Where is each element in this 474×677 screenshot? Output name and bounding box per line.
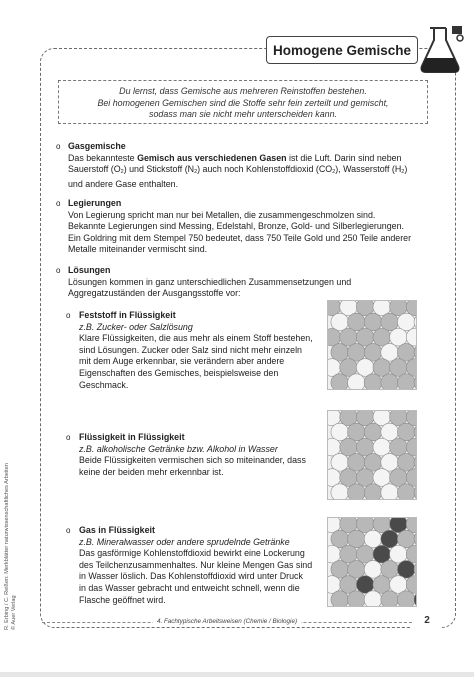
particle-model-solid-in-liquid	[327, 300, 417, 390]
section-solutions	[56, 265, 426, 300]
particle	[331, 591, 349, 607]
particle	[390, 545, 408, 563]
particle	[373, 438, 391, 456]
text: und andere Gase enthalten.	[68, 178, 179, 189]
footer-text: 4. Fachtypische Arbeitsweisen (Chemie / Biologie)	[153, 618, 301, 625]
text: Metalle miteinander vermischt sind.	[68, 244, 208, 255]
sidenote-line-2: © Auer Verlag	[11, 595, 17, 630]
particle	[348, 454, 366, 472]
subsection-body	[79, 333, 322, 391]
bottom-strip	[0, 672, 474, 677]
particle	[331, 344, 349, 362]
subsection-example: z.B. alkoholische Getränke bzw. Alkohol in Wasser	[79, 443, 278, 454]
particle	[381, 530, 399, 548]
subsection-example: z.B. Zucker- oder Salzlösung	[79, 321, 193, 332]
particle	[373, 469, 391, 487]
section-body	[68, 210, 426, 256]
particle	[348, 561, 366, 579]
particle	[340, 469, 358, 487]
particle	[340, 328, 358, 346]
particle	[348, 591, 366, 607]
particle	[356, 576, 374, 594]
text: Aggregatzuständen der Ausgangsstoffe vor:	[68, 288, 241, 299]
subscript: 2	[332, 169, 336, 176]
subsection-heading: Feststoff in Flüssigkeit	[79, 310, 176, 320]
text: des Teilchenzusammenhaltes. Nur kleine Mengen Gas sind	[79, 559, 313, 570]
subsection-gas-in-liquid	[66, 525, 322, 606]
particle	[340, 576, 358, 594]
footer	[42, 618, 412, 625]
bold-text: Gemisch aus verschiedenen Gasen	[137, 152, 287, 163]
particle	[331, 374, 349, 390]
page-title: Homogene Gemische	[272, 42, 412, 58]
particle-model-gas-in-liquid	[327, 517, 417, 607]
intro-line-3: sodass man sie nicht mehr unterscheiden kann.	[149, 109, 337, 119]
particle	[356, 469, 374, 487]
text: Lösungen kommen in ganz unterschiedlichen Zusammensetzungen und	[68, 276, 352, 287]
particle	[373, 576, 391, 594]
text: ist die Luft. Darin sind neben	[286, 152, 402, 163]
particle	[397, 313, 415, 331]
bullet: o	[56, 266, 61, 275]
subsection-heading: Flüssigkeit in Flüssigkeit	[79, 432, 185, 442]
particle	[340, 359, 358, 377]
subscript: 2	[401, 169, 405, 176]
subsection-body	[79, 548, 322, 606]
text: Klare Flüssigkeiten, die aus mehr als einem Stoff bestehen,	[79, 333, 313, 344]
page-number: 2	[412, 612, 442, 630]
particle	[390, 359, 408, 377]
particle-model-liquid-in-liquid	[327, 410, 417, 500]
intro-line-2: Bei homogenen Gemischen sind die Stoffe sehr fein zerteilt und gemischt,	[97, 97, 389, 108]
particle	[356, 359, 374, 377]
particle	[348, 374, 366, 390]
particle	[373, 328, 391, 346]
text: Sauerstoff (O	[68, 164, 121, 175]
text: Beide Flüssigkeiten vermischen sich so miteinander, dass	[79, 455, 306, 466]
bullet: o	[66, 433, 71, 442]
section-alloy	[56, 198, 426, 256]
particle	[331, 530, 349, 548]
particle	[356, 328, 374, 346]
text: ) auch noch Kohlenstoffdioxid (CO	[197, 164, 333, 175]
particle	[397, 561, 415, 579]
subscript: 2	[194, 169, 198, 176]
subsection-example: z.B. Mineralwasser oder andere sprudelnde Getränke	[79, 536, 290, 547]
particle	[364, 454, 382, 472]
text: Geschmack.	[79, 379, 129, 390]
particle	[397, 454, 415, 472]
text: )	[404, 164, 408, 175]
particle	[381, 454, 399, 472]
particle	[340, 438, 358, 456]
particle	[397, 374, 415, 390]
bullet: o	[56, 199, 61, 208]
particle	[356, 438, 374, 456]
particle	[364, 313, 382, 331]
particle	[381, 591, 399, 607]
text: ), Wasserstoff (H	[335, 164, 402, 175]
sidenote-line-1: R. Erbing / C. Reißen: Merkblätter naturwissenschaftliches Arbeiten	[4, 463, 10, 630]
section-heading: Lösungen	[68, 265, 111, 275]
particle	[381, 423, 399, 441]
particle	[331, 313, 349, 331]
particle	[348, 530, 366, 548]
particle	[390, 438, 408, 456]
particle	[348, 423, 366, 441]
section-heading: Gasgemische	[68, 141, 126, 151]
text: mit dem Auge erkennbar, sie verändern aber andere	[79, 356, 285, 367]
particle	[331, 561, 349, 579]
particle	[331, 454, 349, 472]
text: in Wasser löslich. Das Kohlenstoffdioxid wird unter Druck	[79, 571, 303, 582]
particle	[364, 530, 382, 548]
particle	[397, 344, 415, 362]
particle	[390, 469, 408, 487]
flask-icon	[416, 22, 466, 74]
particle	[364, 344, 382, 362]
subsection-heading: Gas in Flüssigkeit	[79, 525, 155, 535]
particle	[397, 591, 415, 607]
particle	[348, 344, 366, 362]
page-title-box	[266, 36, 418, 64]
copyright-sidenote	[4, 440, 18, 630]
particle	[390, 576, 408, 594]
section-gas	[56, 141, 426, 190]
subsection-body	[79, 455, 322, 478]
intro-line-1: Du lernst, dass Gemische aus mehreren Reinstoffen bestehen.	[119, 86, 367, 96]
text: Das bekannteste	[68, 152, 138, 163]
section-body	[68, 277, 426, 300]
particle	[348, 484, 366, 500]
particle	[381, 561, 399, 579]
particle	[356, 545, 374, 563]
particle	[381, 344, 399, 362]
particle	[364, 561, 382, 579]
particle	[373, 545, 391, 563]
particle	[340, 545, 358, 563]
particle	[364, 484, 382, 500]
text: Ein Goldring mit dem Stempel 750 bedeutet, dass 750 Teile Gold und 250 Teile anderer	[68, 232, 412, 243]
particle	[331, 423, 349, 441]
particle	[364, 591, 382, 607]
particle	[381, 313, 399, 331]
subsection-solid-in-liquid	[66, 310, 322, 391]
particle	[373, 359, 391, 377]
text: Bekannte Legierungen sind Messing, Edelstahl, Bronze, Gold- und Silberlegierungen.	[68, 221, 404, 232]
text: Das gasförmige Kohlenstoffdioxid bewirkt eine Lockerung	[79, 548, 305, 559]
particle	[397, 484, 415, 500]
particle	[364, 374, 382, 390]
text: ) und Stickstoff (N	[123, 164, 195, 175]
particle	[381, 374, 399, 390]
subscript: 2	[120, 169, 124, 176]
text: keine der beiden mehr erkennbar ist.	[79, 466, 224, 477]
text: Eigenschaften des Gemisches, beispielsweise den	[79, 367, 279, 378]
subsection-liquid-in-liquid	[66, 432, 322, 478]
intro-box	[58, 80, 428, 124]
particle	[397, 530, 415, 548]
particle	[381, 484, 399, 500]
section-heading: Legierungen	[68, 198, 122, 208]
section-body	[68, 153, 426, 191]
text: Von Legierung spricht man nur bei Metallen, die zusammengeschmolzen sind.	[68, 209, 376, 220]
bullet: o	[66, 311, 71, 320]
text: sind Lösungen. Zucker oder Salz sind nicht mehr einzeln	[79, 344, 302, 355]
text: Flasche geöffnet wird.	[79, 594, 166, 605]
particle	[331, 484, 349, 500]
particle	[390, 328, 408, 346]
particle	[348, 313, 366, 331]
particle	[364, 423, 382, 441]
particle	[397, 423, 415, 441]
text: in das Wasser gebracht und entweicht schnell, wenn die	[79, 582, 300, 593]
bullet: o	[66, 526, 71, 535]
bullet: o	[56, 142, 61, 151]
